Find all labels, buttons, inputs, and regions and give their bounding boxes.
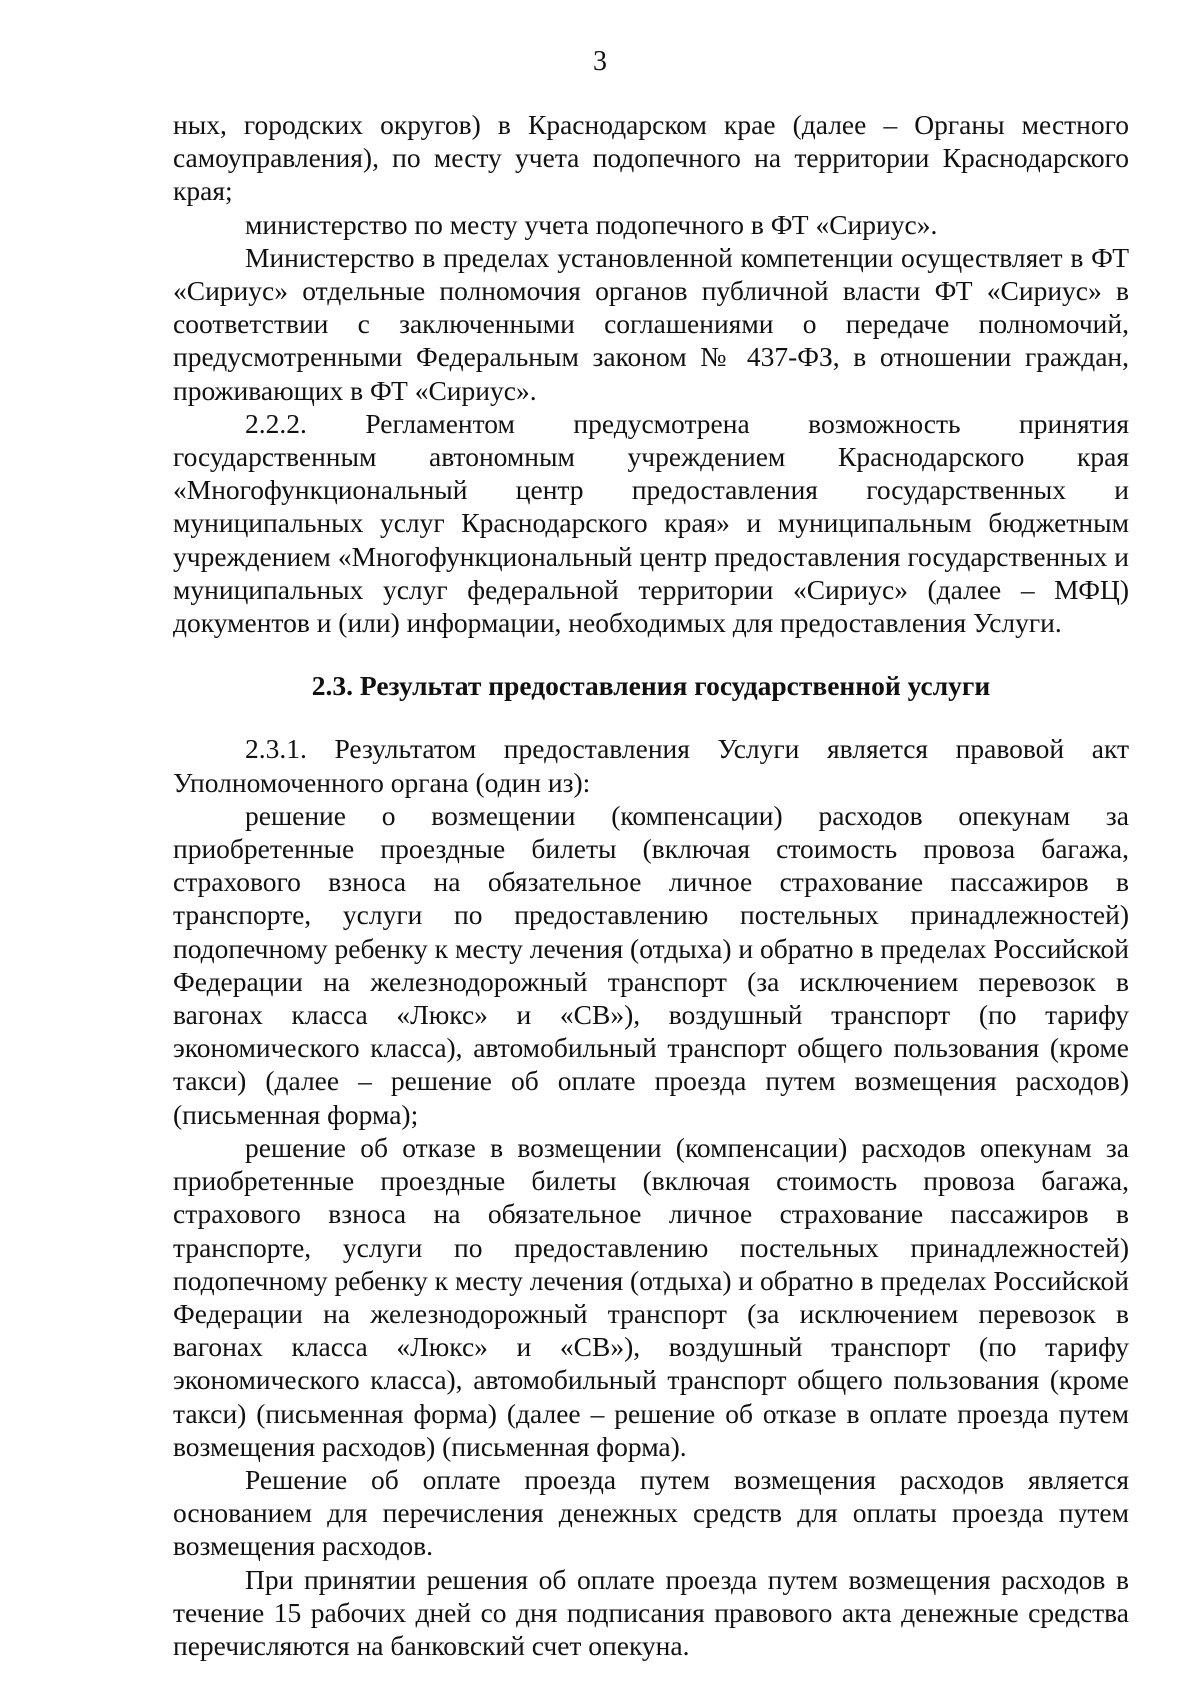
paragraph-ministry-powers: Министерство в пределах установленной компетенции осуществляет в ФТ «Сириус» отдельные полномочия органов публичной власти ФТ «Сириус» в соответствии с заключенными соглашениями о передаче полномочий, предусмотренными Федеральным законом № 437-ФЗ, в отношении граждан, проживающих в ФТ «Сириус». bbox=[173, 241, 1129, 406]
paragraph-ministry-location: министерство по месту учета подопечного в ФТ «Сириус». bbox=[245, 208, 938, 240]
section-heading-2-3: 2.3. Результат предоставления государственной услуги bbox=[311, 670, 991, 702]
document-body bbox=[173, 108, 1129, 1662]
paragraph-decision-refusal: решение об отказе в возмещении (компенсации) расходов опекунам за приобретенные проездные билеты (включая стоимость провоза багажа, страхового взноса на обязательное личное страхование пассажиров в транспорте, услуги по предоставлению постельных принадлежностей) подопечному ребенку к месту лечения (отдыха) и обратно в пределах Российской Федерации на железнодорожный транспорт (за исключением перевозок в вагонах класса «Люкс» и «СВ»), воздушный транспорт (по тарифу экономического класса), автомобильный транспорт общего пользования (кроме такси) (письменная форма) (далее – решение об отказе в оплате проезда путем возмещения расходов) (письменная форма). bbox=[173, 1131, 1129, 1462]
paragraph-2-2-2: 2.2.2. Регламентом предусмотрена возможность принятия государственным автономным учреждением Краснодарского края «Многофункциональный центр предоставления государственных и муниципальных услуг Краснодарского края» и муниципальным бюджетным учреждением «Многофункциональный центр предоставления государственных и муниципальных услуг федеральной территории «Сириус» (далее – МФЦ) документов и (или) информации, необходимых для предоставления Услуги. bbox=[173, 407, 1129, 639]
page-number: 3 bbox=[593, 46, 607, 77]
paragraph-payment-basis: Решение об оплате проезда путем возмещения расходов является основанием для перечисления денежных средств для оплаты проезда путем возмещения расходов. bbox=[173, 1463, 1129, 1562]
paragraph-decision-reimbursement: решение о возмещении (компенсации) расходов опекунам за приобретенные проездные билеты (включая стоимость провоза багажа, страхового взноса на обязательное личное страхование пассажиров в транспорте, услуги по предоставлению постельных принадлежностей) подопечному ребенку к месту лечения (отдыха) и обратно в пределах Российской Федерации на железнодорожный транспорт (за исключением перевозок в вагонах класса «Люкс» и «СВ»), воздушный транспорт (по тарифу экономического класса), автомобильный транспорт общего пользования (кроме такси) (далее – решение об оплате проезда путем возмещения расходов) (письменная форма); bbox=[173, 799, 1129, 1130]
paragraph-2-3-1: 2.3.1. Результатом предоставления Услуги является правовой акт Уполномоченного органа (один из): bbox=[173, 733, 1129, 798]
paragraph-payment-transfer: При принятии решения об оплате проезда путем возмещения расходов в течение 15 рабочих дней со дня подписания правового акта денежные средства перечисляются на банковский счет опекуна. bbox=[173, 1563, 1129, 1661]
paragraph-continued: ных, городских округов) в Краснодарском крае (далее – Органы местного самоуправления), по месту учета подопечного на территории Краснодарского края; bbox=[173, 109, 1129, 207]
